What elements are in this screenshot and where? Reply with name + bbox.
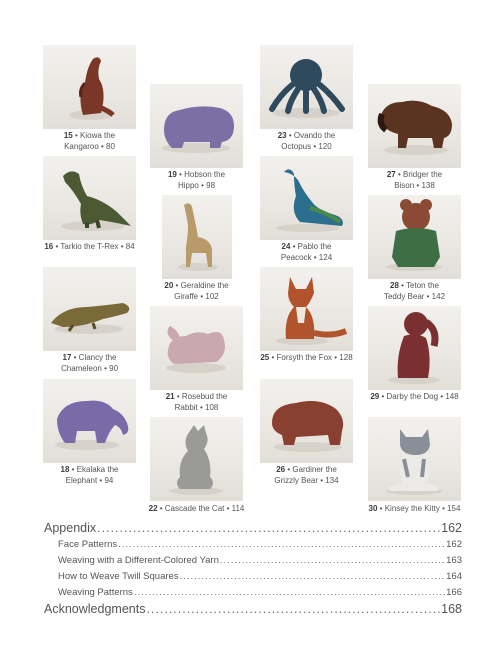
project-caption: 28 • Teton the Teddy Bear • 142 (383, 281, 446, 301)
project-caption: 18 • Ekalaka the Elephant • 94 (60, 465, 119, 485)
project-photo (43, 156, 136, 240)
toc-weaving-patterns[interactable]: Weaving Patterns ..... 166 (44, 587, 462, 598)
project-photo (368, 306, 461, 390)
project-caption: 29 • Darby the Dog • 148 (370, 392, 459, 401)
project-caption: 27 • Bridger the Bison • 138 (386, 170, 443, 190)
project-caption: 16 • Tarkio the T-Rex • 84 (44, 242, 135, 251)
project-caption: 20 • Geraldine the Giraffe • 102 (164, 281, 229, 301)
project-photo (260, 267, 353, 351)
project-photo (260, 156, 353, 240)
toc-face-patterns[interactable]: Face Patterns ..... 162 (44, 539, 462, 550)
project-photo (150, 417, 243, 501)
project-caption: 24 • Pablo the Peacock • 124 (280, 242, 333, 262)
project-caption: 22 • Cascade the Cat • 114 (148, 504, 245, 513)
project-photo (162, 195, 232, 279)
project-photo (368, 195, 461, 279)
project-caption: 30 • Kinsey the Kitty • 154 (368, 504, 461, 513)
project-photo (150, 84, 243, 168)
toc-different-colored-yarn[interactable]: Weaving with a Different-Colored Yarn ..... 163 (44, 555, 462, 566)
project-photo (260, 45, 353, 129)
project-photo (43, 379, 136, 463)
project-caption: 26 • Gardiner the Grizzly Bear • 134 (274, 465, 339, 485)
project-photo (43, 45, 136, 129)
toc-appendix[interactable]: Appendix ..... 162 (44, 521, 462, 535)
project-photo (260, 379, 353, 463)
project-caption: 15 • Kiowa the Kangaroo • 80 (63, 131, 116, 151)
project-photo (368, 84, 461, 168)
project-photo (368, 417, 461, 501)
project-caption: 19 • Hobson the Hippo • 98 (167, 170, 226, 190)
project-photo (43, 267, 136, 351)
project-caption: 23 • Ovando the Octopus • 120 (277, 131, 336, 151)
toc-acknowledgments[interactable]: Acknowledgments ..... 168 (44, 602, 462, 616)
project-caption: 17 • Clancy the Chameleon • 90 (60, 353, 119, 373)
project-caption: 21 • Rosebud the Rabbit • 108 (165, 392, 228, 412)
project-photo (150, 306, 243, 390)
project-caption: 25 • Forsyth the Fox • 128 (260, 353, 353, 362)
toc-twill-squares[interactable]: How to Weave Twill Squares ..... 164 (44, 571, 462, 582)
